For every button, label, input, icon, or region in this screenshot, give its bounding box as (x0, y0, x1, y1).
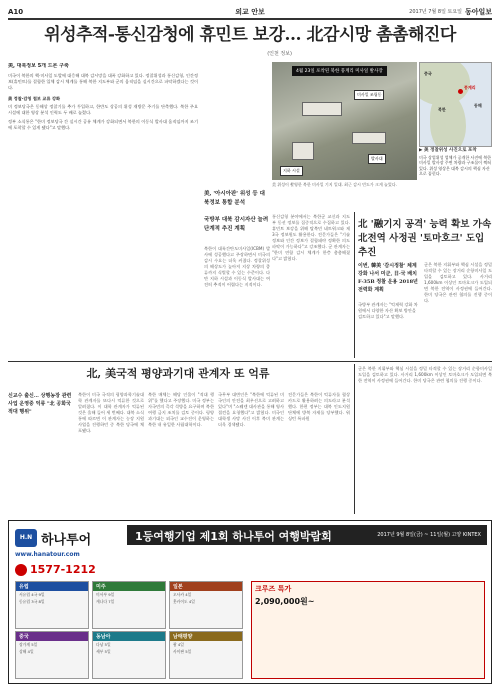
article-column: 북한이 미국 국적의 평양과학기술대학 관계자를 또다시 억류한 것으로 알려졌다. 이 대학 관계자가 억류된 것은 올해 들어 세 번째다. 대북 소식통에 따르면 이 관계자는 농장 지원 사업을 진행하던 중 북한 당국에 체포됐다. (78, 392, 144, 433)
lead-article (8, 63, 198, 343)
map-caption-title: ▶ 美 정찰위성 사진으로 포착 (419, 148, 477, 153)
ad-product-title: 유럽 (16, 582, 88, 591)
ad-product-grid (15, 581, 487, 679)
column-divider (354, 364, 355, 514)
ad-product-title: 일본 (170, 582, 242, 591)
issue-date: 2017년 7월 8일 토요일 (409, 9, 462, 15)
page-number: A10 (8, 8, 24, 16)
ad-phone-number: 1577-1212 (30, 563, 96, 576)
side-headline: 北 '融기지 공격' 능력 확보 가속 北전역 사정권 '토마호크' 도입 추진 (358, 219, 492, 258)
article-column: 전문가들은 북한이 억류자를 협상 카드로 활용하려는 의도라고 분석했다. 한편 정부는 대북 인도지원 단체에 방북 자제를 당부했다. 워싱턴 특파원 (288, 392, 350, 421)
newspaper-brand: 동아일보 (464, 8, 492, 16)
ad-brand-name: 하나투어 (41, 533, 92, 548)
side-article-body: 군은 북한 지휘부와 핵심 시설을 정밀 타격할 수 있는 장거리 순항미사일 도입을 검토하고 있다. 사거리 1,600km 이상인 토마호크가 도입되면 북한 전역이 사정권에 들어간다. 한미 당국은 관련 협의를 진행 중이다. (424, 262, 492, 303)
hanatour-advertisement[interactable] (8, 520, 492, 684)
article-column: 북한이 대륙간탄도미사일(ICBM) 발사에 성공했다고 주장하면서 미국의 감시 수요는 더욱 커졌다. 정찰위성의 해상도가 높아져 지상 차량의 종류까지 식별할 수 있는 수준이다. 다만 지하 시설과 이동식 발사대는 여전히 추적이 어렵다는 지적이다. (204, 246, 270, 287)
ad-product-line: 홋카이도 4일 (173, 599, 195, 604)
lead-paragraph: 미국이 북한의 핵·미사일 도발에 대응해 대북 감시망을 대폭 강화하고 있다. 정찰위성과 통신감청, 인간정보(휴민트)를 결합한 입체 감시 체계를 통해 북한 지도부와 군의 움직임을 실시간으로 파악하겠다는 것이다. (8, 73, 198, 90)
column-divider (354, 212, 355, 358)
article-column: 국무부 대변인은 "북한에 억류된 미국인의 안전을 최우선으로 고려하고 있다"며 "스웨덴 대사관을 통해 영사 접견을 요청했다"고 밝혔다. 미국인 대학생 사망 사건 이후 북미 관계는 더욱 경색됐다. (218, 392, 284, 427)
side-article-body: 국방부 관계자는 "억제력 강화 차원에서 다양한 자산 확보 방안을 검토하고 있다"고 말했다. (358, 302, 418, 319)
building-shape (292, 142, 314, 160)
ad-product-line: 세부 5일 (96, 649, 111, 654)
lead-paragraph: 정부 소식통은 "한미 정보당국 간 실시간 공유 체계가 강화되면서 북한의 이동식 발사대 움직임까지 조기에 포착할 수 있게 됐다"고 말했다. (8, 119, 198, 130)
photo-tag: 미사일 조립동 (354, 90, 384, 100)
satellite-photo (272, 62, 417, 180)
page-header (8, 6, 492, 20)
lead-kicker: 美, 대북정보 5개 드론 구축 (8, 63, 69, 69)
ad-banner-date: 2017년 9월 8일(금) ~ 11일(월) 고양 KINTEX (377, 532, 481, 538)
ad-product-line: 괌 4일 (173, 642, 184, 647)
ad-logo (15, 527, 115, 549)
section-divider (8, 361, 492, 362)
article-column: 통신감청 분야에서는 북한군 교신과 지도부 동선 정보를 집중적으로 수집하고 있다. 휴민트 보강을 위해 탈북민 네트워크와 제3국 정보원도 활용한다. 전문가들은 "기술 정보와 인간 정보가 결합돼야 정확한 의도 파악이 가능하다"고 강조했다. 군 관계자는 "한미 연합 감시 체계가 한층 촘촘해졌다"고 밝혔다. (272, 214, 350, 261)
ad-product-line: 상해 4일 (19, 649, 34, 654)
map-label: 중국 (424, 71, 432, 76)
ad-promo-title: 크루즈 특가 (255, 585, 292, 593)
ad-promo-price: 2,090,000원~ (255, 597, 315, 606)
building-shape (302, 102, 342, 116)
ad-banner (127, 525, 487, 545)
ad-product-cell[interactable] (169, 631, 243, 679)
ad-product-line: 동유럽 3국 8일 (19, 599, 45, 604)
photo-caption: 美 위성이 촬영한 북한 미사일 기지 일대. 최근 감시 빈도가 크게 늘었다. (272, 182, 397, 187)
ad-product-cell[interactable] (15, 581, 89, 629)
map-caption-body: 미국 상업위성 업체가 공개한 사진에 북한 미사일 발사장 주변 차량과 구조물이 찍혀 있다. 위성 영상은 대북 감시의 핵심 자산으로 꼽힌다. (419, 154, 492, 176)
us-detention-deck: 신교수 출신… 상행농장 관련 사업 운영중 억류 "北 공화국 적대 행위" (8, 393, 72, 415)
phone-icon (15, 564, 27, 576)
ad-product-line: 캐나다 7일 (96, 599, 115, 604)
headline-credit: (인천 정보) (267, 51, 292, 57)
section-name: 외교 안보 (235, 8, 265, 16)
locator-map (419, 62, 492, 147)
ad-product-cell[interactable] (15, 631, 89, 679)
ad-product-cell[interactable] (92, 631, 166, 679)
ad-product-line: 미서부 9일 (96, 592, 115, 597)
map-landmass (430, 93, 466, 147)
ad-product-cell[interactable] (169, 581, 243, 629)
article-column: 북한 매체는 해당 인물이 "적대 행위"를 했다고 주장했다. 미국 정부는 자국민의 즉각 석방을 요구하며 북한 여행 금지 조치를 검토 중이다. 평양과기대는 외국인 교수진이 운영하는 북한 내 유일한 사립대학이다. (148, 392, 214, 427)
deck-line: 국방부 대북 감시자산 늘려 단계적 추진 계획 (204, 217, 269, 232)
ad-product-title: 중국 (16, 632, 88, 641)
lead-subhead: 美 정찰·감청 첩보 교류 강화 (8, 96, 61, 101)
side-deck: 이번, 韓美 '감시정찰' 체계 강화 나서 미군, 日·국 배치 F-35B 정찰 운용 2018년 전력화 계획 (358, 263, 418, 293)
main-headline: 위성추적-통신감청에 휴민트 보강… 北감시망 촘촘해진다 (44, 25, 456, 45)
building-shape (352, 132, 386, 144)
lead-paragraph: 미 정보당국은 동해상 정찰기를 추가 투입하고, 한반도 상공의 위성 재방문 주기를 단축했다. 북한 주요 시설에 대한 영상 분석 인력도 두 배로 늘렸다. (8, 104, 198, 115)
photo-title: 4월 23일 포착된 북한 풍계리 미사일 발사장 (292, 66, 387, 76)
photo-tag: 지하 시설 (280, 166, 303, 176)
ad-product-title: 미주 (93, 582, 165, 591)
photo-tag: 발사대 (368, 154, 386, 164)
ad-banner-title: 1등여행기업 제1회 하나투어 여행박람회 (135, 530, 332, 543)
article-column: 군은 북한 지휘부와 핵심 시설을 정밀 타격할 수 있는 장거리 순항미사일 도입을 검토하고 있다. 사거리 1,600km 이상인 토마호크가 도입되면 북한 전역이 사정권에 들어간다. 한미 당국은 관련 협의를 진행 중이다. (358, 366, 492, 383)
ad-promo-box[interactable] (251, 581, 485, 679)
ad-product-line: 장가계 5일 (19, 642, 38, 647)
ad-product-line: 다낭 5일 (96, 642, 111, 647)
us-detention-headline: 北, 美국적 평양과기대 관계자 또 억류 (86, 367, 270, 380)
ad-phone (15, 563, 125, 577)
map-label: 풍계리 (464, 85, 476, 90)
lead-deck (204, 190, 270, 242)
map-caption (419, 148, 492, 204)
ad-product-line: 사이판 5일 (173, 649, 192, 654)
deck-line: 美, '아시아판' 위성 등 대북정보 통합 분석 (204, 191, 265, 206)
hanatour-logo-icon: H.N (15, 529, 37, 547)
ad-product-line: 서유럽 4국 9일 (19, 592, 45, 597)
map-label: 북한 (438, 107, 446, 112)
ad-product-title: 동남아 (93, 632, 165, 641)
ad-product-cell[interactable] (92, 581, 166, 629)
ad-product-title: 남태평양 (170, 632, 242, 641)
ad-url-link[interactable]: www.hanatour.com (15, 551, 80, 558)
map-label: 동해 (474, 103, 482, 108)
location-pin-icon (458, 89, 463, 94)
ad-product-line: 오사카 4일 (173, 592, 192, 597)
